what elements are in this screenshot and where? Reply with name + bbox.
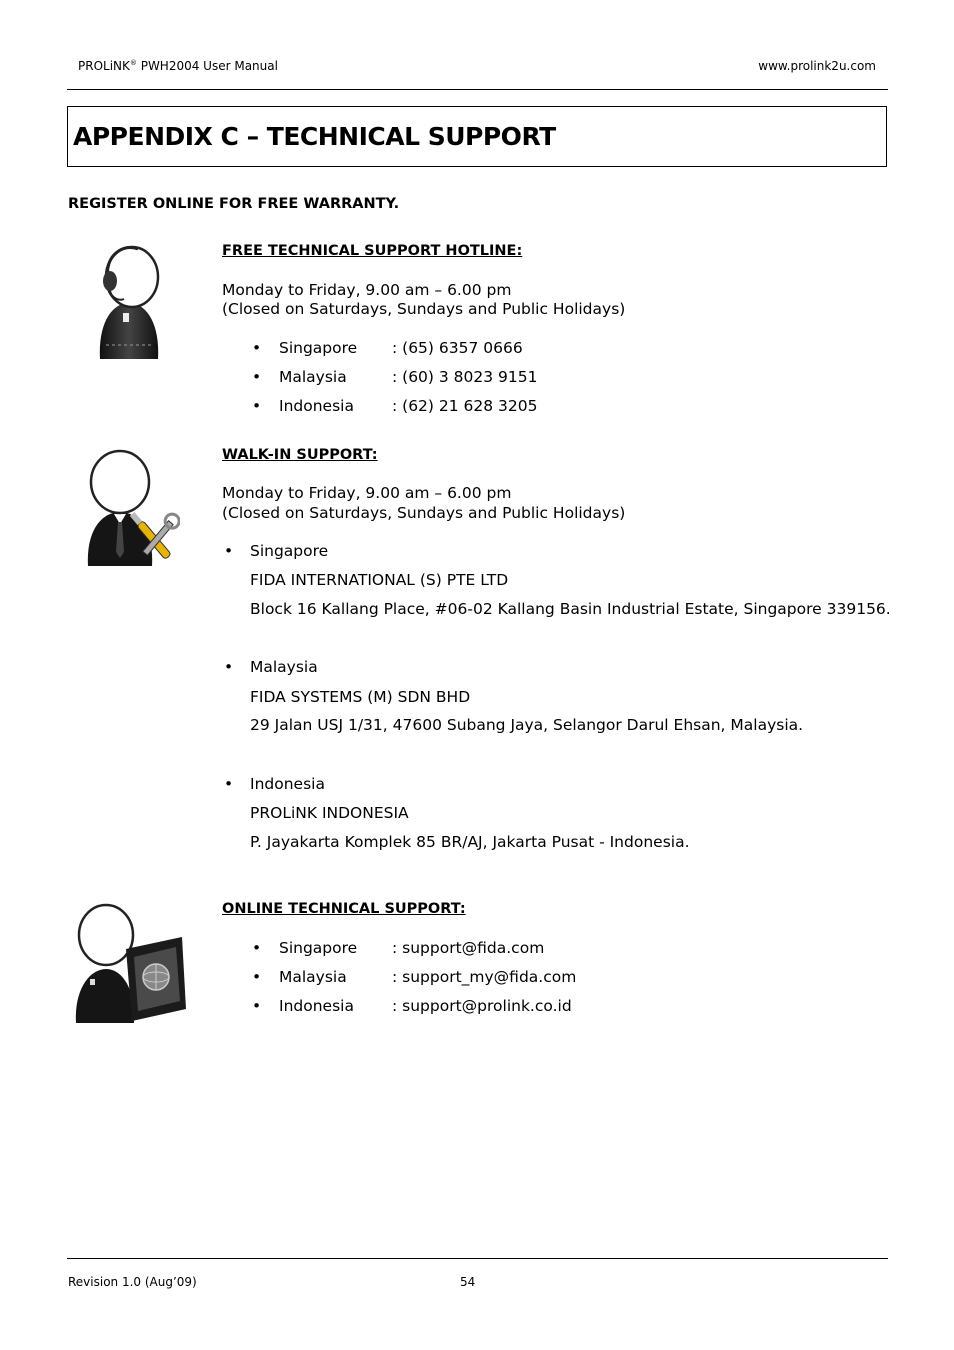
hotline-hours: Monday to Friday, 9.00 am – 6.00 pm bbox=[222, 281, 512, 299]
walkin-address: Block 16 Kallang Place, #06-02 Kallang Basin Industrial Estate, Singapore 339156. bbox=[250, 600, 891, 618]
headset-support-icon bbox=[94, 241, 164, 363]
hotline-country: Malaysia bbox=[279, 368, 347, 386]
walkin-closed-note: (Closed on Saturdays, Sundays and Public Holidays) bbox=[222, 504, 626, 522]
online-country: Singapore bbox=[279, 939, 358, 957]
bullet: • bbox=[252, 368, 262, 386]
walkin-country: Singapore bbox=[250, 542, 329, 560]
bullet: • bbox=[224, 542, 234, 560]
online-email: : support_my@fida.com bbox=[392, 968, 577, 986]
bullet: • bbox=[252, 997, 262, 1015]
bullet: • bbox=[252, 939, 262, 957]
bullet: • bbox=[252, 968, 262, 986]
walkin-country: Indonesia bbox=[250, 775, 325, 793]
header-manual-title: PROLiNK® PWH2004 User Manual bbox=[78, 59, 278, 73]
walkin-company: PROLiNK INDONESIA bbox=[250, 804, 409, 822]
page-title: APPENDIX C – TECHNICAL SUPPORT bbox=[73, 122, 556, 151]
online-support-icon bbox=[74, 903, 190, 1025]
hotline-country: Singapore bbox=[279, 339, 358, 357]
walkin-heading: WALK-IN SUPPORT: bbox=[222, 447, 378, 463]
online-country: Indonesia bbox=[279, 997, 354, 1015]
register-note: REGISTER ONLINE FOR FREE WARRANTY. bbox=[68, 196, 400, 212]
page-number: 54 bbox=[460, 1275, 476, 1289]
online-email: : support@prolink.co.id bbox=[392, 997, 572, 1015]
hotline-closed-note: (Closed on Saturdays, Sundays and Public Holidays) bbox=[222, 300, 626, 318]
header-divider bbox=[67, 89, 888, 90]
bullet: • bbox=[252, 397, 262, 415]
walkin-hours: Monday to Friday, 9.00 am – 6.00 pm bbox=[222, 484, 512, 502]
walkin-country: Malaysia bbox=[250, 658, 318, 676]
hotline-phone: : (62) 21 628 3205 bbox=[392, 397, 538, 415]
online-email: : support@fida.com bbox=[392, 939, 545, 957]
page-title-box bbox=[67, 106, 887, 167]
walkin-tools-icon bbox=[84, 448, 180, 568]
walkin-address: 29 Jalan USJ 1/31, 47600 Subang Jaya, Selangor Darul Ehsan, Malaysia. bbox=[250, 716, 804, 734]
bullet: • bbox=[224, 658, 234, 676]
walkin-address: P. Jayakarta Komplek 85 BR/AJ, Jakarta Pusat - Indonesia. bbox=[250, 833, 690, 851]
online-country: Malaysia bbox=[279, 968, 347, 986]
header-website: www.prolink2u.com bbox=[758, 59, 876, 73]
bullet: • bbox=[252, 339, 262, 357]
walkin-company: FIDA INTERNATIONAL (S) PTE LTD bbox=[250, 571, 509, 589]
footer-revision: Revision 1.0 (Aug’09) bbox=[68, 1275, 197, 1289]
hotline-country: Indonesia bbox=[279, 397, 354, 415]
hotline-phone: : (65) 6357 0666 bbox=[392, 339, 523, 357]
footer-divider bbox=[67, 1258, 888, 1259]
walkin-company: FIDA SYSTEMS (M) SDN BHD bbox=[250, 688, 471, 706]
hotline-phone: : (60) 3 8023 9151 bbox=[392, 368, 538, 386]
hotline-heading: FREE TECHNICAL SUPPORT HOTLINE: bbox=[222, 243, 523, 259]
bullet: • bbox=[224, 775, 234, 793]
online-heading: ONLINE TECHNICAL SUPPORT: bbox=[222, 901, 466, 917]
